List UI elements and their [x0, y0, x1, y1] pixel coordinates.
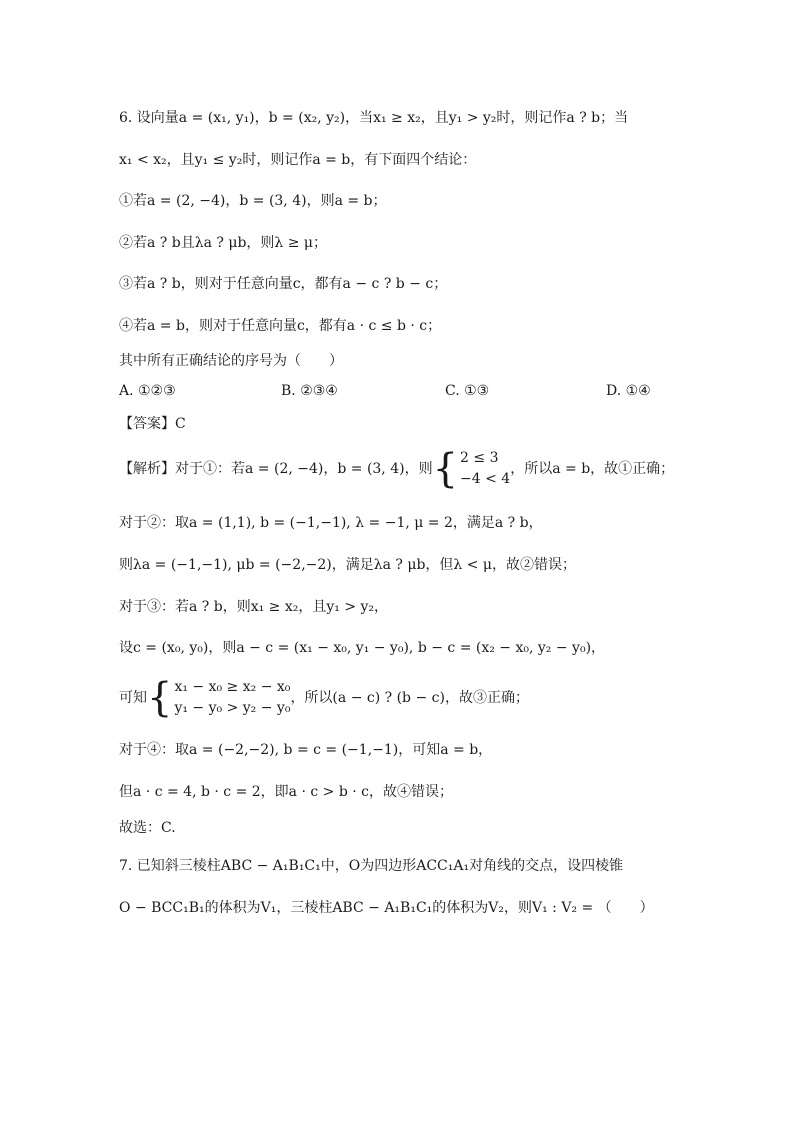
- option-d: D. ①④: [606, 383, 651, 399]
- conclusion: 故选：C.: [119, 820, 176, 836]
- explanation-3c-pre: 可知: [119, 690, 147, 706]
- q6-options: [119, 383, 679, 403]
- system-row-2: y₁ − y₀ > y₂ − y₀: [174, 700, 291, 716]
- inequality-system-1: [433, 448, 511, 490]
- system-row-2: −4 < 4: [460, 471, 511, 487]
- explanation-4a: 对于④：取a = (−2,−2), b = c = (−1,−1)，可知a = b，: [119, 742, 493, 758]
- explanation-2b: 则λa = (−1,−1), μb = (−2,−2)，满足λa ? μb，但λ < μ，故②错误；: [119, 557, 577, 573]
- q6-stem-line-2: x₁ < x₂，且y₁ ≤ y₂时，则记作a = b，有下面四个结论：: [119, 152, 477, 168]
- brace: {: [147, 675, 173, 721]
- q6-statement-2: ②若a ? b且λa ? μb，则λ ≥ μ；: [119, 235, 328, 251]
- system-row-1: 2 ≤ 3: [460, 450, 499, 466]
- option-c: C. ①③: [445, 383, 490, 399]
- q6-statement-4: ④若a = b，则对于任意向量c，都有a · c ≤ b · c；: [119, 318, 442, 334]
- q7-line-1: 7. 已知斜三棱柱ABC − A₁B₁C₁中，O为四边形ACC₁A₁对角线的交点，设四棱锥: [119, 858, 624, 874]
- explanation-1-post: ，所以a = b，故①正确；: [510, 461, 675, 477]
- q6-statement-3: ③若a ? b，则对于任意向量c，都有a − c ? b − c；: [119, 276, 448, 292]
- option-a: A. ①②③: [119, 383, 176, 399]
- explanation-4b: 但a · c = 4, b · c = 2，即a · c > b · c，故④错误；: [119, 784, 453, 800]
- q6-statement-1: ①若a = (2, −4)，b = (3, 4)，则a = b；: [119, 193, 387, 209]
- system-row-1: x₁ − x₀ ≥ x₂ − x₀: [174, 679, 291, 695]
- option-b: B. ②③④: [281, 383, 338, 399]
- explanation-3c: [119, 677, 754, 719]
- explanation-2a: 对于②：取a = (1,1), b = (−1,−1), λ = −1, μ = 2，满足a ? b，: [119, 515, 543, 531]
- inequality-system-2: [147, 677, 290, 719]
- brace: {: [432, 446, 459, 492]
- explanation-3a: 对于③：若a ? b，则x₁ ≥ x₂，且y₁ > y₂，: [119, 599, 389, 615]
- q7-line-2: O − BCC₁B₁的体积为V₁，三棱柱ABC − A₁B₁C₁的体积为V₂，则V₁ : V₂ = （ ）: [119, 900, 654, 916]
- explanation-3c-post: ，所以(a − c) ? (b − c)，故③正确；: [290, 690, 529, 706]
- q6-stem-line-1: 6. 设向量a = (x₁, y₁)，b = (x₂, y₂)，当x₁ ≥ x₂，且y₁ > y₂时，则记作a ? b；当: [119, 110, 629, 126]
- explanation-3b: 设c = (x₀, y₀)，则a − c = (x₁ − x₀, y₁ − y₀), b − c = (x₂ − x₀, y₂ − y₀)，: [119, 640, 606, 656]
- explanation-1: [119, 448, 754, 490]
- q6-prompt: 其中所有正确结论的序号为（ ）: [119, 353, 343, 369]
- answer: 【答案】C: [119, 416, 186, 432]
- explanation-1-pre: 【解析】对于①：若a = (2, −4)，b = (3, 4)，则: [119, 461, 433, 477]
